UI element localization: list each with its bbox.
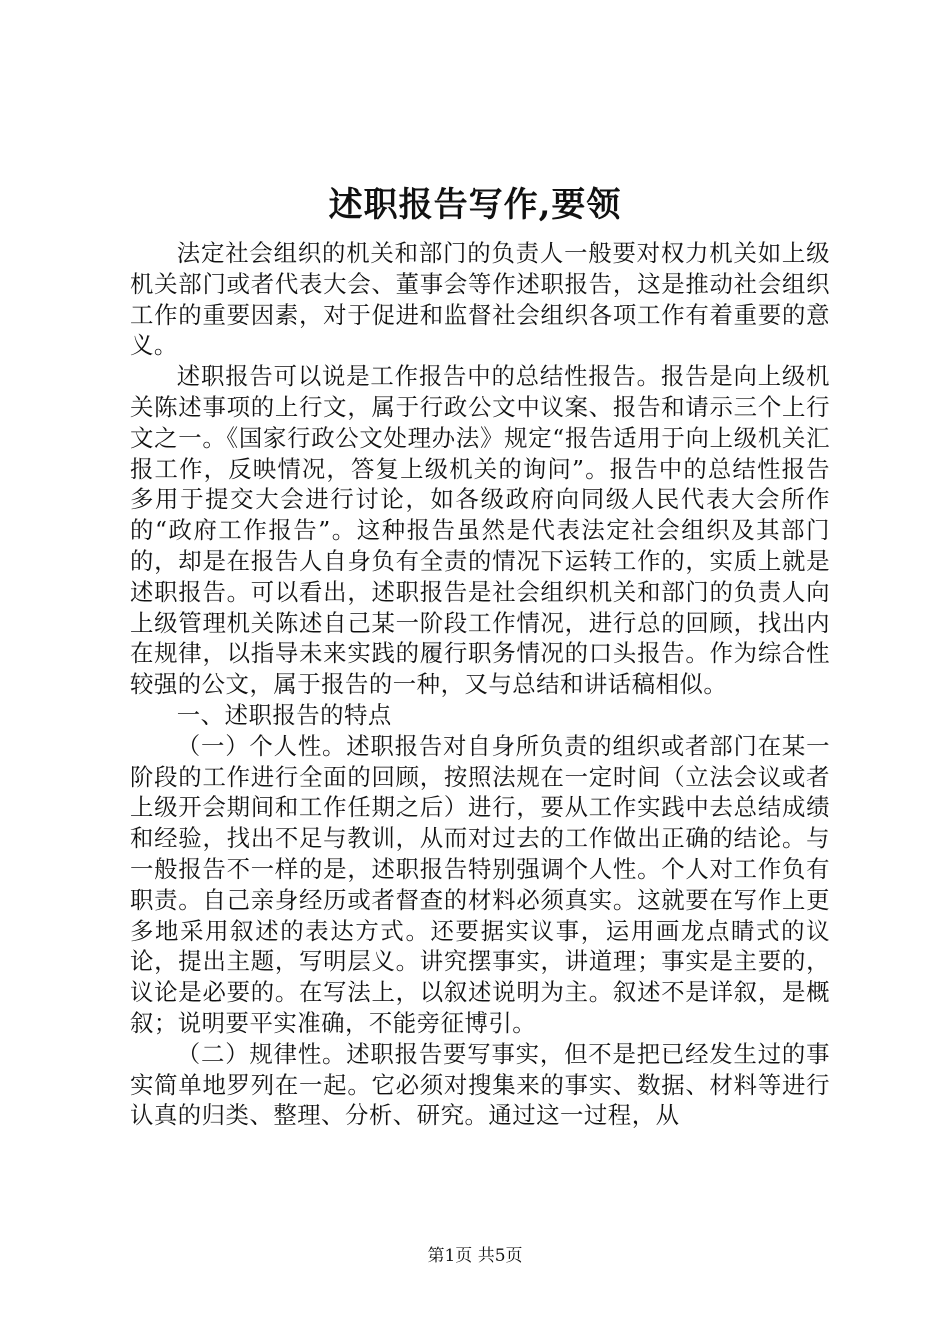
paragraph-personal: （一）个人性。述职报告对自身所负责的组织或者部门在某一阶段的工作进行全面的回顾，按照法规在一定时间（立法会议或者上级开会期间和工作任期之后）进行，要从工作实践中去总结成绩和经验，找出不足与教训，从而对过去的工作做出正确的结论。与一般报告不一样的是，述职报告特别强调个人性。个人对工作负有职责。自己亲身经历或者督查的材料必须真实。这就要在写作上更多地采用叙述的表达方式。还要据实议事，运用画龙点睛式的议论，提出主题，写明层义。讲究摆事实，讲道理；事实是主要的，议论是必要的。在写法上，以叙述说明为主。叙述不是详叙，是概叙；说明要平实准确，不能旁征博引。 <box>130 731 830 1037</box>
document-title: 述职报告写作,要领 <box>328 185 622 225</box>
paragraph-intro: 法定社会组织的机关和部门的负责人一般要对权力机关如上级机关部门或者代表大会、董事会等作述职报告，这是推动社会组织工作的重要因素，对于促进和监督社会组织各项工作有着重要的意义。 <box>130 239 830 360</box>
page-footer: 第1页 共5页 <box>427 1246 523 1266</box>
document-body <box>130 238 830 1131</box>
paragraph-regularity: （二）规律性。述职报告要写事实，但不是把已经发生过的事实简单地罗列在一起。它必须对搜集来的事实、数据、材料等进行认真的归类、整理、分析、研究。通过这一过程，从 <box>130 1039 830 1130</box>
section-heading: 一、述职报告的特点 <box>176 700 392 729</box>
paragraph-definition: 述职报告可以说是工作报告中的总结性报告。报告是向上级机关陈述事项的上行文，属于行政公文中议案、报告和请示三个上行文之一。《国家行政公文处理办法》规定“报告适用于向上级机关汇报工作，反映情况，答复上级机关的询问”。报告中的总结性报告多用于提交大会进行讨论，如各级政府向同级人民代表大会所作的“政府工作报告”。这种报告虽然是代表法定社会组织及其部门的，却是在报告人自身负有全责的情况下运转工作的，实质上就是述职报告。可以看出，述职报告是社会组织机关和部门的负责人向上级管理机关陈述自己某一阶段工作情况，进行总的回顾，找出内在规律，以指导未来实践的履行职务情况的口头报告。作为综合性较强的公文，属于报告的一种，又与总结和讲话稿相似。 <box>130 362 830 699</box>
